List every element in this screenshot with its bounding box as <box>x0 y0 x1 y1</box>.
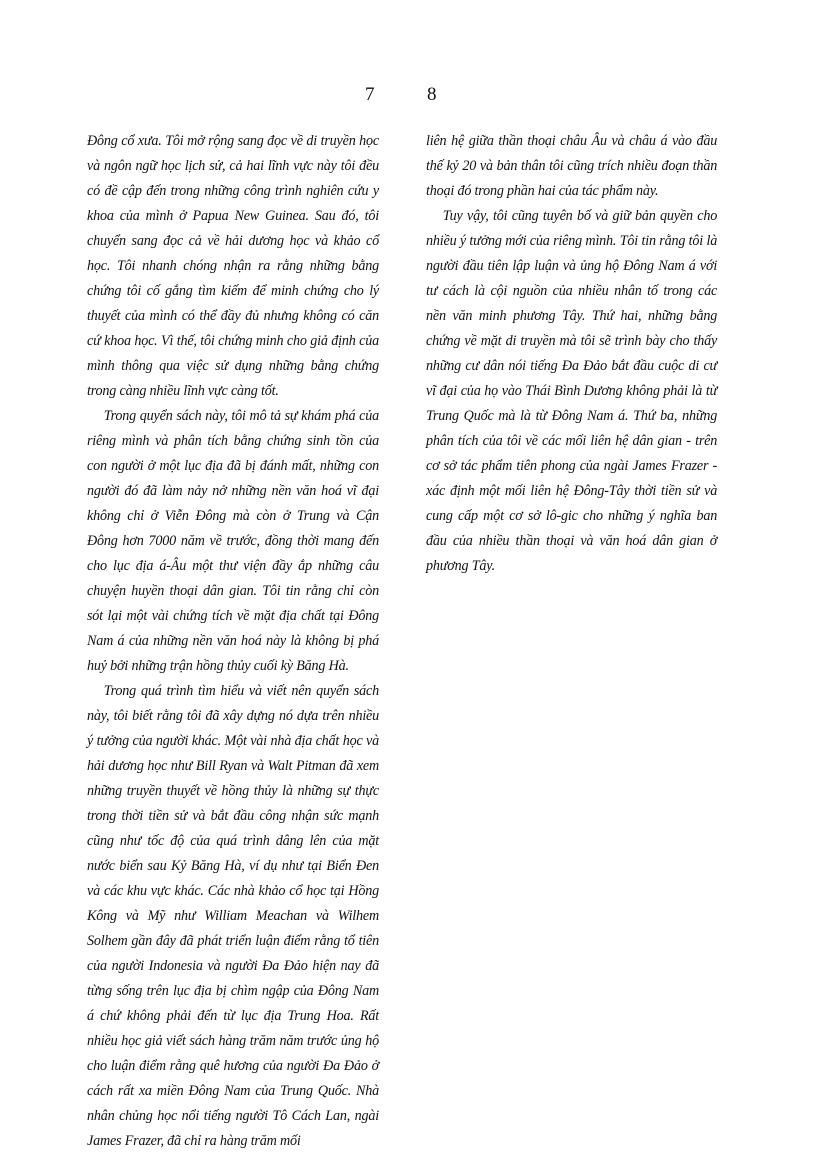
paragraph: Tuy vậy, tôi cũng tuyên bố và giữ bản quyền cho nhiều ý tưởng mới của riêng mình. Tôi tin rằng tôi là người đầu tiên lập luận và ủng hộ Đông Nam á với tư cách là cội nguồn của nhiều nhân tố trong các nền văn minh phương Tây. Thứ hai, những bằng chứng về mặt di truyền mà tôi sẽ trình bày cho thấy những cư dân nói tiếng Đa Đảo bắt đầu cuộc di cư vĩ đại của họ vào Thái Bình Dương không phải là từ Trung Quốc mà là từ Đông Nam á. Thứ ba, những phân tích của tôi về các mối liên hệ dân gian - trên cơ sở tác phẩm tiên phong của ngài James Frazer - xác định một mối liên hệ Đông-Tây thời tiền sử và cung cấp một cơ sở lô-gic cho những ý nghĩa ban đầu của nhiều thần thoại và văn hoá dân gian ở phương Tây. <box>426 207 718 574</box>
paragraph: Trong quá trình tìm hiểu và viết nên quyển sách này, tôi biết rằng tôi đã xây dựng nó dựa trên nhiều ý tưởng của người khác. Một vài nhà địa chất học và hải dương học như Bill Ryan và Walt Pitman đã xem những truyền thuyết về hồng thủy là những sự thực trong thời tiền sử và bắt đầu công nhận sức mạnh cũng như tốc độ của quá trình dâng lên của mặt nước biển sau Kỷ Băng Hà, ví dụ như tại Biển Đen và các khu vực khác. Các nhà khảo cổ học tại Hồng Kông và Mỹ như William Meachan và Wilhem Solhem gần đây đã phát triển luận điểm rằng tổ tiên của người Indonesia và người Đa Đảo hiện nay đã từng sống trên lục địa bị chìm ngập của Đông Nam á chứ không phải đến từ lục địa Trung Hoa. Rất nhiều học giả viết sách hàng trăm năm trước ủng hộ cho luận điểm rằng quê hương của người Đa Đảo ở cách rất xa miền Đông Nam của Trung Quốc. Nhà nhân chủng học nổi tiếng người Tô Cách Lan, ngài James Frazer, đã chỉ ra hàng trăm mối <box>87 682 380 1149</box>
paragraph: Trong quyển sách này, tôi mô tả sự khám phá của riêng mình và phân tích bằng chứng sinh tồn của con người ở một lục địa đã bị đánh mất, những con người đó đã làm nảy nở những nền văn hoá vĩ đại không chỉ ở Viễn Đông mà còn ở Trung và Cận Đông hơn 7000 năm về trước, đồng thời mang đến cho lục địa á-Âu một thư viện đầy ắp những câu chuyện huyền thoại dân gian. Tôi tin rằng chỉ còn sót lại một vài chứng tích về mặt địa chất tại Đông Nam á của những nền văn hoá này là không bị phá huỷ bởi những trận hồng thủy cuối kỳ Băng Hà. <box>87 407 380 674</box>
paragraph: Đông cổ xưa. Tôi mở rộng sang đọc về di truyền học và ngôn ngữ học lịch sử, cả hai lĩnh vực này tôi đều có đề cập đến trong những công trình nghiên cứu y khoa của mình ở Papua New Guinea. Sau đó, tôi chuyển sang đọc cả về hải dương học và khảo cổ học. Tôi nhanh chóng nhận ra rằng những bằng chứng tôi cố gắng tìm kiếm để minh chứng cho lý thuyết của mình có thể đầy đủ nhưng không có căn cứ khoa học. Vì thế, tôi chứng minh cho giả định của mình thông qua việc sử dụng những bằng chứng trong càng nhiều lĩnh vực càng tốt. <box>87 132 380 399</box>
paragraph: liên hệ giữa thần thoại châu Âu và châu á vào đầu thế kỷ 20 và bản thân tôi cũng trích nhiều đoạn thần thoại đó trong phần hai của tác phẩm này. <box>426 132 718 199</box>
left-column <box>87 128 379 1153</box>
right-column <box>426 128 717 578</box>
page-number-right: 8 <box>427 84 437 105</box>
page-number-left: 7 <box>365 84 375 105</box>
